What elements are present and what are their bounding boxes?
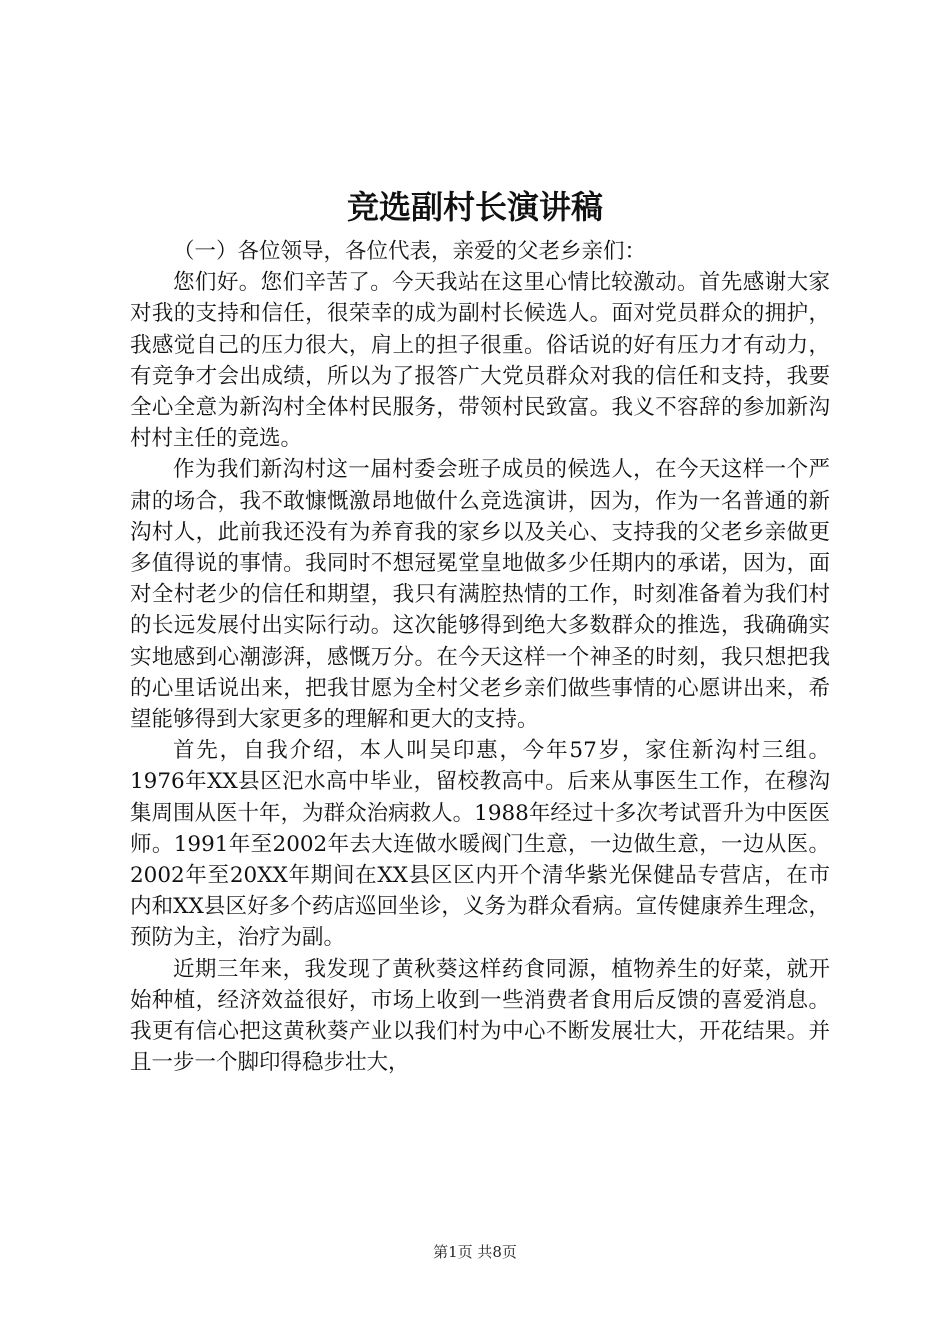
paragraph-okra-industry: 近期三年来，我发现了黄秋葵这样药食同源，植物养生的好菜，就开始种植，经济效益很好，市场上收到一些消费者食用后反馈的喜爱消息。我更有信心把这黄秋葵产业以我们村为中心不断发展壮大，开花结果。并且一步一个脚印得稳步壮大，	[130, 956, 830, 1076]
paragraph-salutation: （一）各位领导，各位代表，亲爱的父老乡亲们：	[173, 239, 647, 264]
paragraph-greeting: 您们好。您们辛苦了。今天我站在这里心情比较激动。首先感谢大家对我的支持和信任，很荣幸的成为副村长候选人。面对党员群众的拥护，我感觉自己的压力很大，肩上的担子很重。俗话说的好有压力才有动力，有竞争才会出成绩，所以为了报答广大党员群众对我的信任和支持，我要全心全意为新沟村全体村民服务，带领村民致富。我义不容辞的参加新沟村村主任的竞选。	[130, 270, 830, 452]
paragraph-candidacy: 作为我们新沟村这一届村委会班子成员的候选人，在今天这样一个严肃的场合，我不敢慷慨激昂地做什么竞选演讲，因为，作为一名普通的新沟村人，此前我还没有为养育我的家乡以及关心、支持我的父老乡亲做更多值得说的事情。我同时不想冠冕堂皇地做多少任期内的承诺，因为，面对全村老少的信任和期望，我只有满腔热情的工作，时刻准备着为我们村的长远发展付出实际行动。这次能够得到绝大多数群众的推选，我确确实实地感到心潮澎湃，感慨万分。在今天这样一个神圣的时刻，我只想把我的心里话说出来，把我甘愿为全村父老乡亲们做些事情的心愿讲出来，希望能够得到大家更多的理解和更大的支持。	[130, 457, 830, 733]
page-number-footer: 第1页 共8页	[433, 1243, 517, 1261]
document-body	[130, 236, 830, 1078]
document-title: 竞选副村长演讲稿	[346, 188, 603, 226]
paragraph-self-introduction: 首先，自我介绍，本人叫吴印惠，今年57岁，家住新沟村三组。1976年XX县区汜水高中毕业，留校教高中。后来从事医生工作，在穆沟集周围从医十年，为群众治病救人。1988年经过十多次考试晋升为中医医师。1991年至2002年去大连做水暖阀门生意，一边做生意，一边从医。2002年至20XX年期间在XX县区区内开个清华紫光保健品专营店，在市内和XX县区好多个药店巡回坐诊，义务为群众看病。宣传健康养生理念，预防为主，治疗为副。	[130, 738, 830, 951]
